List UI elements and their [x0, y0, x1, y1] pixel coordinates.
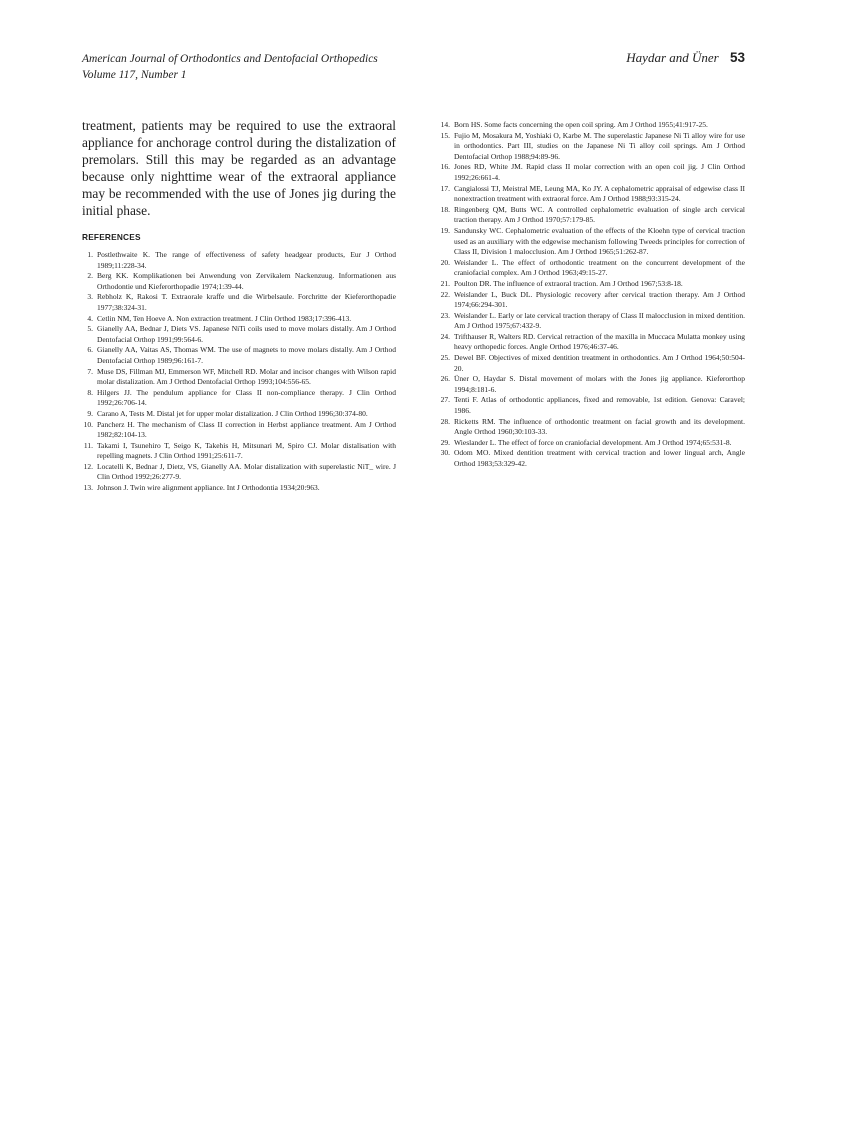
reference-text: Ricketts RM. The influence of orthodontic treatment on facial growth and its development. Angle Orthod 1960;30:103-33.: [454, 416, 745, 437]
reference-item: [437, 417, 745, 438]
reference-number: 18.: [440, 204, 450, 214]
reference-item: [437, 184, 745, 205]
reference-number: 29.: [440, 437, 450, 447]
reference-number: 23.: [440, 310, 450, 320]
reference-list-left: [82, 250, 396, 494]
reference-text: Weislander L. The effect of orthodontic treatment on the concurrent development of the craniofacial complex. Am J Orthod 1963;49:15-27.: [454, 257, 745, 278]
journal-volume: Volume 117, Number 1: [82, 69, 187, 81]
reference-number: 19.: [440, 225, 450, 235]
reference-item: [82, 388, 396, 409]
reference-text: Cangialossi TJ, Meistral ME, Leung MA, Ko JY. A cephalometric appraisal of edgewise class II nonextraction treatment with extraoral force. Am J Orthod 1988;93:315-24.: [454, 183, 745, 204]
reference-item: [437, 395, 745, 416]
reference-item: [437, 448, 745, 469]
reference-item: [437, 205, 745, 226]
reference-number: 24.: [440, 331, 450, 341]
reference-item: [437, 226, 745, 258]
reference-number: 6.: [87, 345, 93, 355]
reference-text: Born HS. Some facts concerning the open coil spring. Am J Orthod 1955;41:917-25.: [454, 120, 708, 129]
reference-number: 7.: [87, 366, 93, 376]
reference-item: [82, 292, 396, 313]
reference-item: [437, 162, 745, 183]
body-paragraph: treatment, patients may be required to use the extraoral appliance for anchorage control during the distalization of premolars. Still this may be regarded as an advantage because only nighttime wear of the extraoral appliance may be recommended with the use of Jones jig during the initial phase.: [82, 118, 396, 218]
reference-item: [82, 271, 396, 292]
left-column: [82, 117, 396, 494]
reference-text: Hilgers JJ. The pendulum appliance for Class II non-compliance therapy. J Clin Orthod 1992;26:706-14.: [97, 387, 396, 408]
reference-text: Tenti F. Atlas of orthodontic appliances, fixed and removable, 1st edition. Genova: Caravel; 1986.: [454, 395, 745, 416]
reference-number: 13.: [83, 483, 93, 493]
reference-text: Weislander L, Buck DL. Physiologic recovery after cervical traction therapy. Am J Orthod 1974;66:294-301.: [454, 289, 745, 310]
reference-item: [82, 367, 396, 388]
reference-item: [82, 314, 396, 325]
reference-text: Fujio M, Mosakura M, Yoshiaki O, Karbe M. The superelastic Japanese Ni Ti alloy wire for use in orthodontics. Part III, studies on the Japanese Ni Ti alloy coil springs. Am J Orthod Dentofacial Orthop 1988;94:89-96.: [454, 130, 745, 161]
reference-item: [437, 311, 745, 332]
reference-number: 30.: [440, 448, 450, 458]
reference-item: [437, 120, 745, 131]
reference-text: Postlethwaite K. The range of effectiveness of safety headgear products, Eur J Orthod 1989;11:228-34.: [97, 250, 396, 270]
reference-number: 9.: [87, 408, 93, 418]
reference-number: 2.: [87, 271, 93, 281]
reference-item: [437, 290, 745, 311]
reference-list-right: [437, 120, 745, 470]
reference-number: 16.: [440, 162, 450, 172]
reference-text: Pancherz H. The mechanism of Class II correction in Herbst appliance treatment. Am J Orthod 1982;82:104-13.: [97, 419, 396, 440]
reference-text: Locatelli K, Bednar J, Dietz, VS, Gianelly AA. Molar distalization with superelastic NiT_ wire. J Clin Orthod 1992;26:277-9.: [97, 461, 396, 482]
reference-text: Gianelly AA, Vaitas AS, Thomas WM. The use of magnets to move molars distally. Am J Orthod Dentofacial Orthop 1989;96:161-7.: [97, 345, 396, 365]
reference-number: 28.: [440, 416, 450, 426]
reference-text: Cetlin NM, Ten Hoeve A. Non extraction treatment. J Clin Orthod 1983;17:396-413.: [97, 313, 352, 323]
reference-item: [82, 250, 396, 271]
reference-text: Jones RD, White JM. Rapid class II molar correction with an open coil jig. J Clin Orthod 1992;26:661-4.: [454, 162, 745, 182]
reference-item: [82, 441, 396, 462]
reference-text: Sandunsky WC. Cephalometric evaluation of the effects of the Kloehn type of cervical traction used as an auxiliary with the edgewise mechanism following Tweeds principles for correction of Class II, Division 1 malocclusion. Am J Orthod 1965;51:262-87.: [454, 225, 745, 257]
reference-item: [437, 258, 745, 279]
journal-title: American Journal of Orthodontics and Dentofacial Orthopedics: [82, 53, 378, 65]
reference-number: 27.: [440, 395, 450, 405]
reference-item: [82, 409, 396, 420]
references-heading: REFERENCES: [82, 232, 141, 242]
reference-text: Wieslander L. The effect of force on craniofacial development. Am J Orthod 1974;65:531-8.: [454, 437, 732, 447]
reference-number: 3.: [87, 292, 93, 302]
reference-text: Dewel BF. Objectives of mixed dentition treatment in orthodontics. Am J Orthod 1964;50:504-20.: [454, 353, 745, 373]
reference-text: Weislander L. Early or late cervical traction therapy of Class II malocclusion in mixed dentition. Am J Orthod 1975;67:432-9.: [454, 310, 745, 331]
reference-number: 21.: [440, 278, 450, 288]
right-column: [437, 120, 745, 470]
reference-text: Trifthauser R, Walters RD. Cervical retraction of the maxilla in Muccaca Mulatta monkey using heavy orthopedic forces. Angle Orthod 1976;46:37-46.: [454, 331, 745, 352]
reference-text: Rebholz K, Rakosi T. Extraorale kraffe und die Wirbelsaule. Forchritte der Kieferorthopadie 1977;38:324-31.: [97, 292, 396, 312]
reference-item: [437, 131, 745, 163]
reference-item: [437, 438, 745, 449]
reference-item: [437, 279, 745, 290]
reference-item: [82, 345, 396, 366]
reference-item: [437, 332, 745, 353]
reference-number: 11.: [83, 440, 93, 450]
reference-text: Berg KK. Komplikationen bei Anwendung von Zervikalem Nackenzuug. Informationen aus Orthodontie und Kieferorthopadie 1974;1:39-44.: [97, 271, 396, 291]
reference-number: 22.: [440, 289, 450, 299]
reference-text: Odom MO. Mixed dentition treatment with cervical traction and lower lingual arch, Angle Orthod 1983;53:329-42.: [454, 448, 745, 468]
reference-number: 12.: [83, 461, 93, 471]
running-header-authors: Haydar and Üner: [626, 50, 719, 65]
running-header-journal: [82, 51, 378, 83]
reference-item: [82, 462, 396, 483]
reference-number: 14.: [440, 120, 450, 129]
reference-text: Johnson J. Twin wire alignment appliance. Int J Orthodontia 1934;20:963.: [97, 483, 320, 493]
reference-text: Poulton DR. The influence of extraoral traction. Am J Orthod 1967;53:8-18.: [454, 278, 683, 288]
reference-item: [82, 324, 396, 345]
running-header-page: [626, 49, 745, 67]
reference-number: 5.: [87, 324, 93, 334]
reference-text: Carano A, Tests M. Distal jet for upper molar distalization. J Clin Orthod 1996;30:374-80.: [97, 408, 368, 418]
reference-text: Muse DS, Fillman MJ, Emmerson WF, Mitchell RD. Molar and incisor changes with Wilson rapid molar distalization. Am J Orthod Dentofacial Orthop 1993;104:556-65.: [97, 366, 396, 387]
reference-item: [82, 483, 396, 494]
reference-number: 10.: [83, 419, 93, 429]
reference-text: Gianelly AA, Bednar J, Diets VS. Japanese NiTi coils used to move molars distally. Am J Orthod Dentofacial Orthop 1991;99:564-6.: [97, 324, 396, 344]
reference-number: 1.: [87, 250, 93, 259]
reference-text: Üner O, Haydar S. Distal movement of molars with the Jones jig appliance. Kieferorthop 1994;8:181-6.: [454, 374, 745, 394]
reference-item: [437, 374, 745, 395]
reference-number: 25.: [440, 353, 450, 363]
reference-text: Takami I, Tsunehiro T, Seigo K, Takehis H, Mitsunari M, Spiro CJ. Molar distalisation with repelling magnets. J Clin Orthod 1991;25:611-7.: [97, 440, 396, 461]
reference-item: [437, 353, 745, 374]
reference-number: 26.: [440, 374, 450, 384]
page-number: 53: [729, 50, 745, 65]
reference-number: 17.: [440, 183, 450, 193]
reference-number: 4.: [87, 313, 93, 323]
reference-number: 8.: [87, 387, 93, 397]
reference-item: [82, 420, 396, 441]
reference-number: 15.: [440, 130, 450, 140]
reference-number: 20.: [440, 257, 450, 267]
reference-text: Ringenberg QM, Butts WC. A controlled cephalometric evaluation of single arch cervical traction therapy. Am J Orthod 1970;57:179-85.: [454, 204, 745, 225]
